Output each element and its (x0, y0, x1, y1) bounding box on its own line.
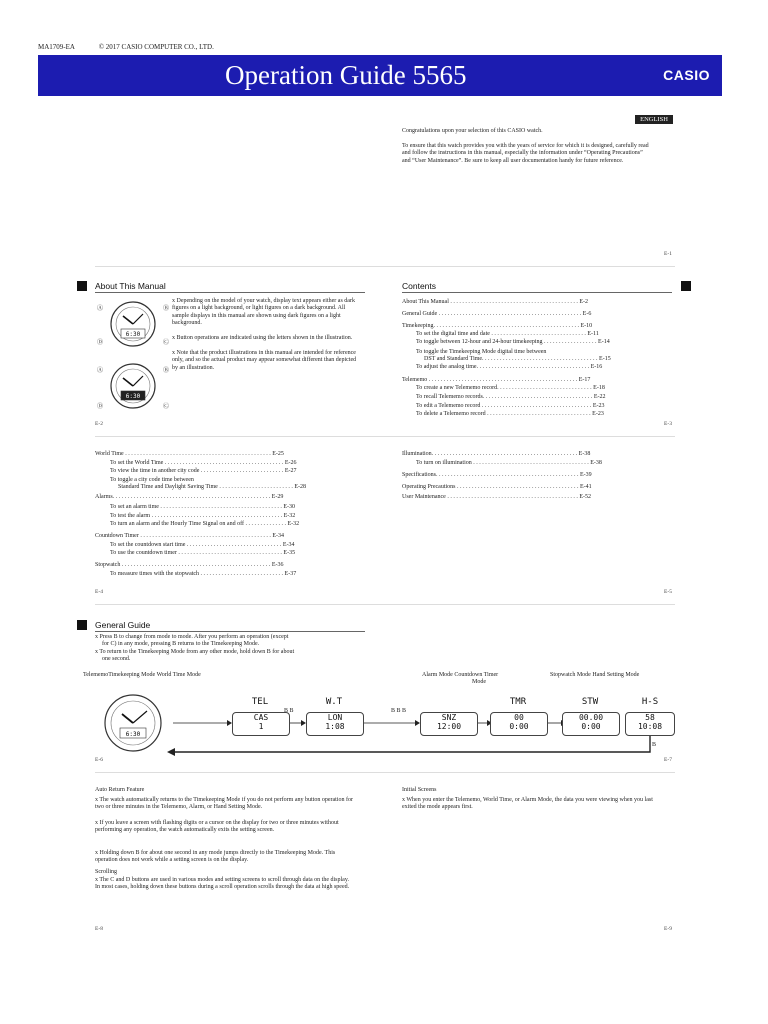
about-bullet-2: x Button operations are indicated using the letters shown in the illustration. (172, 335, 353, 341)
screen-top-label: STW (581, 697, 599, 707)
lcd-line: 58 (645, 713, 655, 722)
toc-row: Countdown Timer . . . . . . . . . . . . . . . . . . . . . . . . . . . . . . . . . . . . . . . . . . . . E-34 (95, 533, 285, 539)
section-marker (77, 281, 87, 291)
toc-row: Operating Precautions . . . . . . . . . . . . . . . . . . . . . . . . . . . . . . . . . . . . . . . . . E-41 (402, 484, 592, 490)
svg-text:Ⓓ: Ⓓ (97, 339, 104, 346)
toc-row: Telememo . . . . . . . . . . . . . . . . . . . . . . . . . . . . . . . . . . . . . . . . . . . . . . . . . . E-17 (402, 377, 591, 383)
toc-row: To set an alarm time . . . . . . . . . . . . . . . . . . . . . . . . . . . . . . . . . . . . . . . . . E-30 (110, 504, 296, 510)
svg-text:Ⓐ: Ⓐ (97, 305, 104, 312)
svg-text:Ⓐ: Ⓐ (97, 367, 104, 374)
language-tab: ENGLISH (635, 115, 673, 124)
button-label: B (652, 742, 657, 748)
page-number: E-1 (664, 251, 672, 257)
lcd-line: 1:08 (325, 722, 345, 731)
page-title: Operation Guide 5565 (225, 60, 467, 90)
toc-row: To test the alarm . . . . . . . . . . . . . . . . . . . . . . . . . . . . . . . . . . . . . . . . . . . . E-32 (110, 513, 296, 519)
page-number: E-3 (664, 421, 672, 427)
auto-bullet-1: x The watch automatically returns to the Timekeeping Mode if you do not perform any button operation for two or three minutes in the Telememo, Alarm, or Hand Setting Mode. (95, 797, 353, 811)
mode-caption: Alarm Mode Countdown Timer (422, 672, 499, 678)
toc-row: General Guide . . . . . . . . . . . . . . . . . . . . . . . . . . . . . . . . . . . . . . . . . . . . . . . . E-6 (402, 311, 592, 317)
toc-row: About This Manual . . . . . . . . . . . . . . . . . . . . . . . . . . . . . . . . . . . . . . . . . . . E-2 (402, 299, 589, 305)
toc-row: To set the digital time and date . . . . . . . . . . . . . . . . . . . . . . . . . . . . . . . . E-11 (416, 331, 599, 337)
heading-rule (402, 292, 672, 293)
mode-caption: Stopwatch Mode Hand Setting Mode (550, 672, 640, 678)
lcd-screen (306, 712, 364, 736)
svg-text:Ⓒ: Ⓒ (163, 403, 170, 410)
toc-row: To set the countdown start time . . . . . . . . . . . . . . . . . . . . . . . . . . . . . . . . E-34 (110, 542, 295, 548)
flow-return-arrowhead (167, 748, 175, 756)
initial-screens-heading: Initial Screens (402, 787, 437, 793)
toc-row: To toggle a city code time between (110, 477, 194, 483)
initial-bullet: x When you enter the Telememo, World Time, or Alarm Mode, the data you were viewing when you last exited the mode appears first. (402, 797, 653, 811)
toc-row: User Maintenance . . . . . . . . . . . . . . . . . . . . . . . . . . . . . . . . . . . . . . . . . . . . E-52 (402, 494, 591, 500)
lcd-line: 0:00 (509, 722, 529, 731)
watch-illustration (93, 298, 173, 416)
about-bullet-3: x Note that the product illustrations in this manual are intended for reference only, and so the actual product may appear somewhat different than depicted by an illustration. (172, 350, 357, 371)
toc-row: To view the time in another city code . . . . . . . . . . . . . . . . . . . . . . . . . . . . E-27 (110, 468, 297, 474)
lcd-screen (562, 712, 620, 736)
toc-row: To recall Telememo records. . . . . . . . . . . . . . . . . . . . . . . . . . . . . . . . . . . . . E-22 (416, 394, 606, 400)
flow-watch (105, 695, 161, 751)
svg-text:6:30: 6:30 (125, 331, 141, 338)
lcd-line: SNZ (441, 713, 457, 722)
section-marker (681, 281, 691, 291)
intro-p1: Congratulations upon your selection of this CASIO watch. (402, 128, 543, 134)
lcd-screen (232, 712, 290, 736)
general-bullet-2a: x To return to the Timekeeping Mode from any other mode, hold down B for about (95, 649, 295, 655)
mode-caption: TelememoTimekeeping Mode World Time Mode (83, 672, 201, 678)
toc-row: Alarms. . . . . . . . . . . . . . . . . . . . . . . . . . . . . . . . . . . . . . . . . . . . . . . . . . . . . E-29 (95, 494, 284, 500)
page-number: E-9 (664, 926, 672, 932)
svg-text:Ⓑ: Ⓑ (163, 367, 170, 374)
toc-row: To use the countdown timer . . . . . . . . . . . . . . . . . . . . . . . . . . . . . . . . . . . E-35 (110, 550, 296, 556)
svg-text:Ⓓ: Ⓓ (97, 403, 104, 410)
button-label: B B B (391, 708, 407, 714)
scrolling-heading: Scrolling (95, 869, 117, 875)
section-marker (77, 620, 87, 630)
lcd-line: 10:08 (637, 722, 663, 731)
toc-row: Illumination. . . . . . . . . . . . . . . . . . . . . . . . . . . . . . . . . . . . . . . . . . . . . . . . . E-38 (402, 451, 591, 457)
toc-row: To turn an alarm and the Hourly Time Signal on and off . . . . . . . . . . . . . . E-32 (110, 521, 300, 527)
lcd-line: 00.00 (578, 713, 604, 722)
title-banner (38, 55, 722, 96)
lcd-screen (625, 712, 675, 736)
lcd-line: LON (327, 713, 343, 722)
page-number: E-4 (95, 589, 103, 595)
divider (95, 604, 675, 605)
lcd-screen (420, 712, 478, 736)
screen-top-label: H-S (641, 697, 659, 707)
toc-row: To turn on illumination . . . . . . . . . . . . . . . . . . . . . . . . . . . . . . . . . . . . . . . E-38 (416, 460, 602, 466)
svg-text:6:30: 6:30 (125, 731, 141, 738)
screen-top-label: TMR (509, 697, 527, 707)
svg-text:6:30: 6:30 (125, 393, 141, 400)
divider (95, 436, 675, 437)
auto-bullet-2: x If you leave a screen with flashing digits or a cursor on the display for two or three minutes without performing any operation, the watch automatically exits the setting screen. (95, 820, 339, 834)
document-meta (38, 43, 236, 51)
toc-row: DST and Standard Time. . . . . . . . . . . . . . . . . . . . . . . . . . . . . . . . . . . . . . . E-15 (424, 356, 611, 362)
divider (95, 266, 675, 267)
toc-row: To adjust the analog time. . . . . . . . . . . . . . . . . . . . . . . . . . . . . . . . . . . . . . E-16 (416, 364, 603, 370)
heading-rule (95, 292, 365, 293)
watch-bottom (97, 364, 169, 410)
auto-return-heading: Auto Return Feature (95, 787, 145, 793)
toc-row: To toggle the Timekeeping Mode digital time between (416, 349, 547, 355)
toc-row: To toggle between 12-hour and 24-hour timekeeping . . . . . . . . . . . . . . . . . . E-14 (416, 339, 610, 345)
mode-caption: Mode (472, 679, 486, 685)
general-bullet-1b: for C) in any mode, pressing B returns to the Timekeeping Mode. (102, 641, 260, 647)
lcd-screen (490, 712, 548, 736)
watch-top (97, 302, 169, 346)
contents-heading: Contents (402, 281, 437, 291)
page-number: E-2 (95, 421, 103, 427)
lcd-line: 12:00 (436, 722, 462, 731)
toc-row: To create a new Telememo record. . . . . . . . . . . . . . . . . . . . . . . . . . . . . . . . E-18 (416, 385, 605, 391)
general-bullet-2b: one second. (102, 656, 131, 662)
screen-top-label: TEL (251, 697, 269, 707)
lcd-line: CAS (253, 713, 269, 722)
toc-row: To set the World Time . . . . . . . . . . . . . . . . . . . . . . . . . . . . . . . . . . . . . . . . E-26 (110, 460, 297, 466)
toc-row: Timekeeping. . . . . . . . . . . . . . . . . . . . . . . . . . . . . . . . . . . . . . . . . . . . . . . . . E-10 (402, 323, 593, 329)
casio-logo: CASIO (663, 67, 710, 83)
general-bullet-1a: x Press B to change from mode to mode. After you perform an operation (except (95, 634, 289, 640)
svg-text:Ⓒ: Ⓒ (163, 339, 170, 346)
button-label: B B (284, 708, 294, 714)
divider (95, 772, 675, 773)
auto-bullet-3: x Holding down B for about one second in any mode jumps directly to the Timekeeping Mode. This operation does not work while a setting screen is on the display. (95, 850, 336, 864)
toc-row: World Time . . . . . . . . . . . . . . . . . . . . . . . . . . . . . . . . . . . . . . . . . . . . . . . . . E-25 (95, 451, 284, 457)
toc-row: To measure times with the stopwatch . . . . . . . . . . . . . . . . . . . . . . . . . . . . E-37 (110, 571, 297, 577)
about-heading: About This Manual (95, 281, 166, 291)
toc-row: To delete a Telememo record . . . . . . . . . . . . . . . . . . . . . . . . . . . . . . . . . . . E-23 (416, 411, 604, 417)
lcd-line: 0:00 (581, 722, 601, 731)
toc-row: Stopwatch . . . . . . . . . . . . . . . . . . . . . . . . . . . . . . . . . . . . . . . . . . . . . . . . . . E-36 (95, 562, 284, 568)
page-number: E-7 (664, 757, 672, 763)
about-bullet-1: x Depending on the model of your watch, display text appears either as dark figures on a light background, or light figures on a dark background. All sample displays in this manual are shown using dark figures on a light background. (172, 298, 355, 327)
page-number: E-6 (95, 757, 103, 763)
toc-row: To edit a Telememo record . . . . . . . . . . . . . . . . . . . . . . . . . . . . . . . . . . . . . E-23 (416, 403, 605, 409)
intro-p2: To ensure that this watch provides you with the years of service for which it is designed, carefully read and follow the instructions in this manual, especially the information under “Operating Precautions” and “User Maintenance”. Be sure to keep all user documentation handy for future reference. (402, 143, 649, 164)
heading-rule (95, 631, 365, 632)
lcd-line: 00 (514, 713, 524, 722)
flow-return-line (175, 735, 650, 752)
document-code: MA1709-EA (38, 43, 75, 51)
screen-top-label: W.T (325, 697, 343, 707)
general-heading: General Guide (95, 620, 151, 630)
auto-bullet-4: x The C and D buttons are used in various modes and setting screens to scroll through data on the display. In most cases, holding down these buttons during a scroll operation scrolls through the data at high speed. (95, 877, 350, 891)
toc-row: Specifications. . . . . . . . . . . . . . . . . . . . . . . . . . . . . . . . . . . . . . . . . . . . . . . . E-39 (402, 472, 592, 478)
svg-text:Ⓑ: Ⓑ (163, 305, 170, 312)
toc-row: Standard Time and Daylight Saving Time . . . . . . . . . . . . . . . . . . . . . . . . . E-28 (118, 484, 307, 490)
copyright: © 2017 CASIO COMPUTER CO., LTD. (98, 43, 214, 51)
lcd-line: 1 (258, 722, 264, 731)
page-number: E-8 (95, 926, 103, 932)
page-number: E-5 (664, 589, 672, 595)
